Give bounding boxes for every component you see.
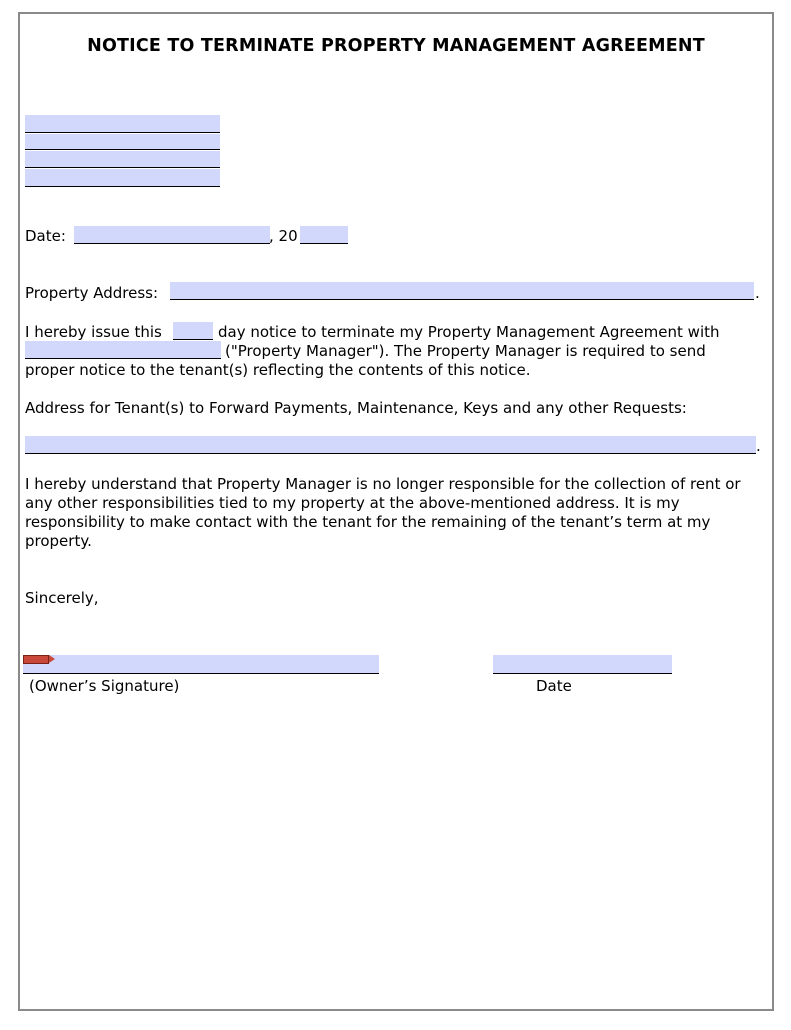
signature-date-field[interactable] <box>493 655 672 674</box>
owner-signature-field[interactable] <box>23 655 379 674</box>
sender-address-line-3[interactable] <box>25 151 220 168</box>
property-address-label: Property Address: <box>25 284 159 302</box>
para1-line1-a: I hereby issue this <box>25 323 162 341</box>
forward-address-label: Address for Tenant(s) to Forward Payments, Maintenance, Keys and any other Requests: <box>25 399 687 417</box>
document-title: NOTICE TO TERMINATE PROPERTY MANAGEMENT AGREEMENT <box>87 36 705 56</box>
owner-signature-label: (Owner’s Signature) <box>29 677 180 695</box>
forward-address-field[interactable] <box>25 436 756 454</box>
para2-line1: I hereby understand that Property Manager is no longer responsible for the collection of rent or <box>25 475 741 493</box>
property-address-period: . <box>755 284 760 302</box>
notice-days-field[interactable] <box>173 322 213 340</box>
signature-date-label: Date <box>536 677 572 695</box>
document-page <box>18 12 774 1011</box>
forward-address-period: . <box>756 437 761 455</box>
sender-address-line-2[interactable] <box>25 134 220 150</box>
date-label: Date: <box>25 227 66 245</box>
para1-line1-b: day notice to terminate my Property Management Agreement with <box>218 323 720 341</box>
para2-line3: responsibility to make contact with the tenant for the remaining of the tenant’s term at my <box>25 513 711 531</box>
para1-line2: ("Property Manager"). The Property Manager is required to send <box>225 342 706 360</box>
date-year-field[interactable] <box>300 226 348 244</box>
date-year-prefix: , 20 <box>269 227 298 245</box>
property-manager-name-field[interactable] <box>25 341 221 359</box>
signature-flag-icon <box>23 655 49 664</box>
closing: Sincerely, <box>25 589 99 607</box>
para1-line3: proper notice to the tenant(s) reflecting the contents of this notice. <box>25 361 531 379</box>
sender-address-line-1[interactable] <box>25 115 220 133</box>
sender-address-line-4[interactable] <box>25 169 220 187</box>
para2-line2: any other responsibilities tied to my property at the above-mentioned address. It is my <box>25 494 680 512</box>
property-address-field[interactable] <box>170 282 754 300</box>
para2-line4: property. <box>25 532 92 550</box>
date-field[interactable] <box>74 226 270 244</box>
